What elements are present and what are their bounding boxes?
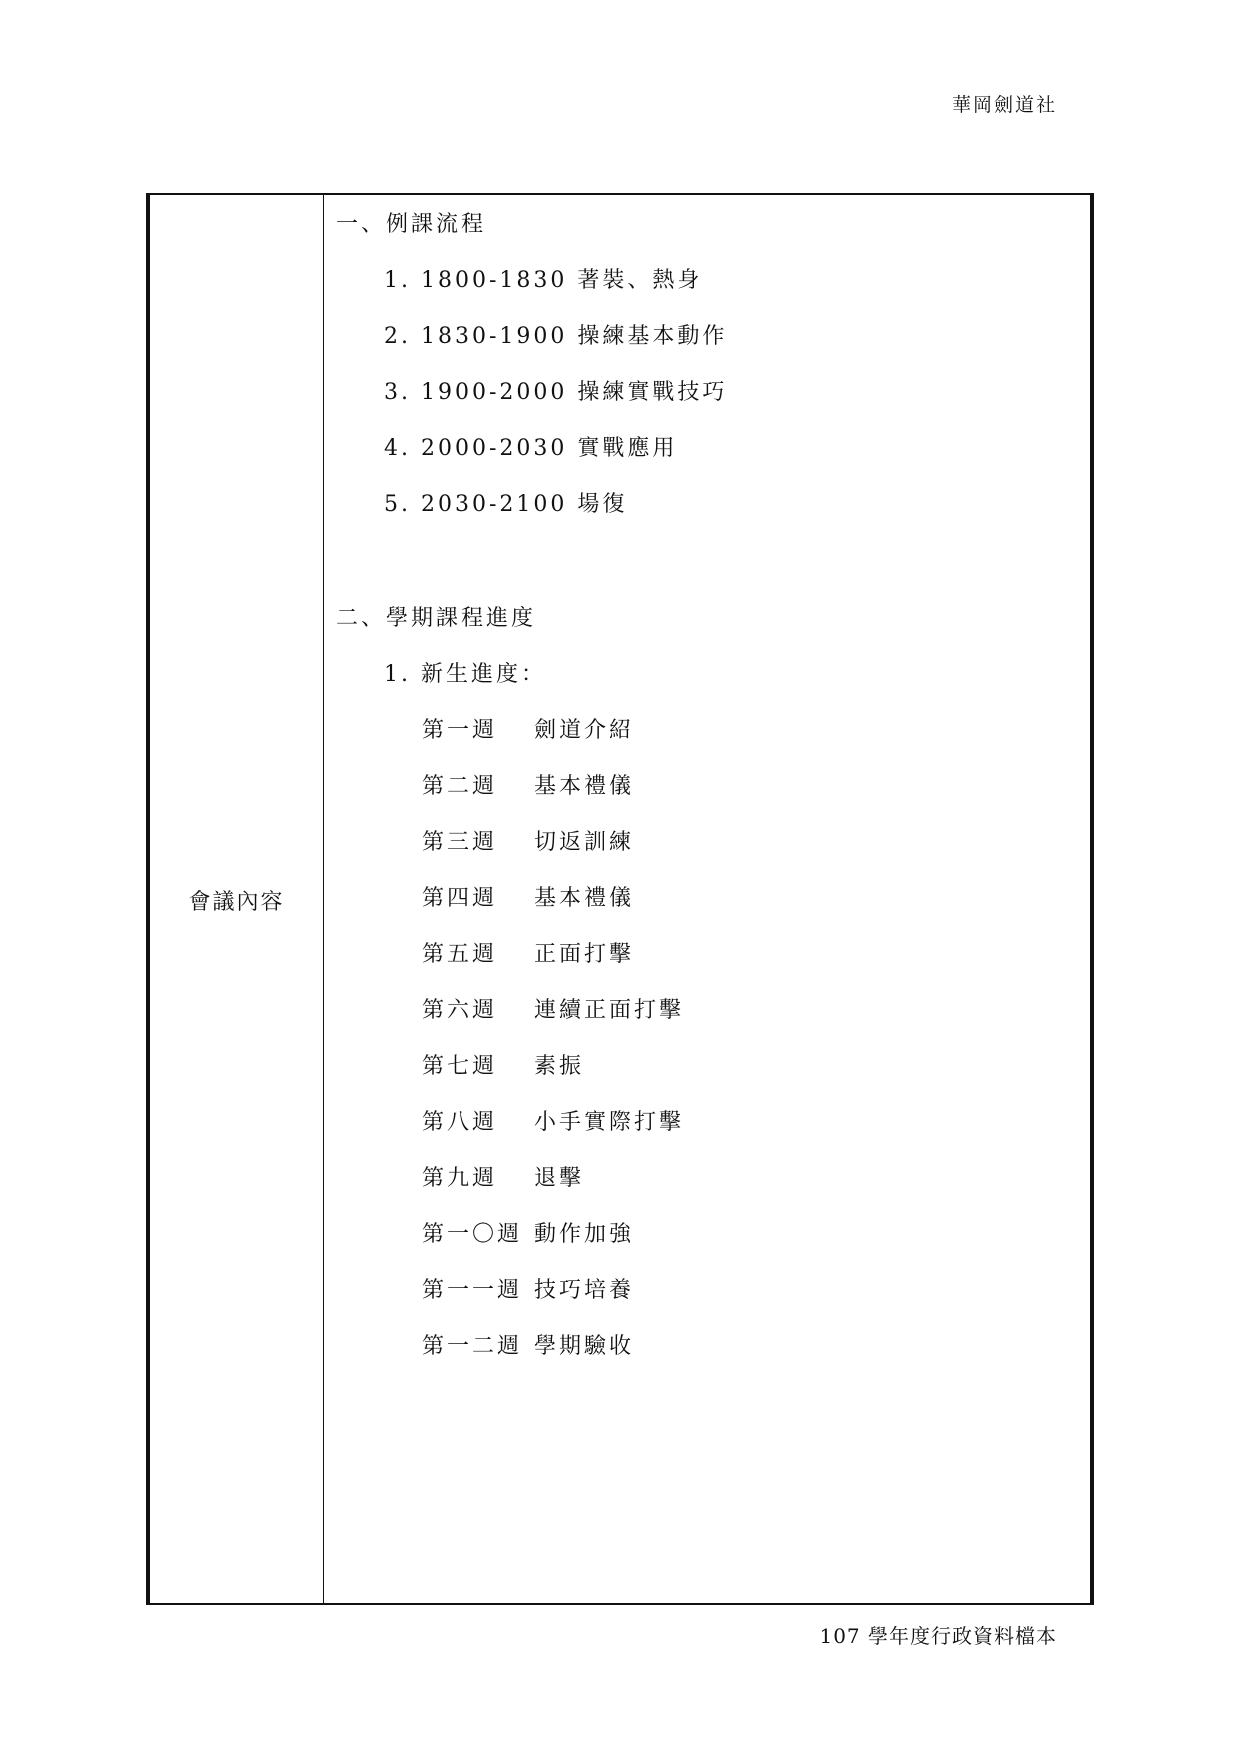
week-topic: 退擊 bbox=[534, 1166, 585, 1191]
schedule-item: 3. 1900-2000 操練實戰技巧 bbox=[384, 380, 728, 405]
week-label: 第八週 bbox=[422, 1110, 498, 1135]
week-label: 第三週 bbox=[422, 830, 498, 855]
week-row bbox=[422, 1329, 634, 1360]
week-label: 第一週 bbox=[422, 718, 498, 743]
week-label: 第二週 bbox=[422, 774, 498, 799]
week-topic: 學期驗收 bbox=[534, 1334, 635, 1359]
content-cell bbox=[324, 195, 1090, 1603]
week-row bbox=[422, 881, 634, 912]
week-row bbox=[422, 1273, 634, 1304]
meeting-content-label: 會議內容 bbox=[188, 890, 285, 915]
week-label: 第九週 bbox=[422, 1166, 498, 1191]
week-topic: 切返訓練 bbox=[534, 830, 635, 855]
week-row bbox=[422, 993, 684, 1024]
week-row bbox=[422, 769, 634, 800]
week-topic: 正面打擊 bbox=[534, 942, 635, 967]
week-topic: 素振 bbox=[534, 1054, 585, 1079]
schedule-item: 5. 2030-2100 場復 bbox=[384, 492, 628, 517]
header-org-name: 華岡劍道社 bbox=[951, 94, 1057, 116]
week-topic: 基本禮儀 bbox=[534, 774, 635, 799]
week-topic: 小手實際打擊 bbox=[534, 1110, 685, 1135]
schedule-item: 4. 2000-2030 實戰應用 bbox=[384, 436, 678, 461]
week-row bbox=[422, 1105, 684, 1136]
week-topic: 基本禮儀 bbox=[534, 886, 635, 911]
section1-title: 一、例課流程 bbox=[336, 212, 487, 237]
week-topic: 技巧培養 bbox=[534, 1278, 635, 1303]
schedule-item: 2. 1830-1900 操練基本動作 bbox=[384, 324, 728, 349]
week-topic: 劍道介紹 bbox=[534, 718, 635, 743]
label-cell bbox=[150, 195, 324, 1603]
week-row bbox=[422, 1161, 584, 1192]
week-label: 第七週 bbox=[422, 1054, 498, 1079]
week-row bbox=[422, 1049, 584, 1080]
week-label: 第一〇週 bbox=[422, 1222, 523, 1247]
week-label: 第四週 bbox=[422, 886, 498, 911]
week-label: 第一二週 bbox=[422, 1334, 523, 1359]
week-topic: 連續正面打擊 bbox=[534, 998, 685, 1023]
week-row bbox=[422, 1217, 634, 1248]
footer-note: 107 學年度行政資料檔本 bbox=[819, 1624, 1057, 1648]
week-label: 第六週 bbox=[422, 998, 498, 1023]
meeting-table bbox=[146, 193, 1094, 1605]
week-topic: 動作加強 bbox=[534, 1222, 635, 1247]
week-row bbox=[422, 825, 634, 856]
section2-subheading: 1. 新生進度： bbox=[384, 662, 546, 687]
schedule-item: 1. 1800-1830 著裝、熱身 bbox=[384, 268, 703, 293]
section2-title: 二、學期課程進度 bbox=[336, 606, 537, 631]
week-label: 第一一週 bbox=[422, 1278, 523, 1303]
week-label: 第五週 bbox=[422, 942, 498, 967]
week-row bbox=[422, 713, 634, 744]
week-row bbox=[422, 937, 634, 968]
